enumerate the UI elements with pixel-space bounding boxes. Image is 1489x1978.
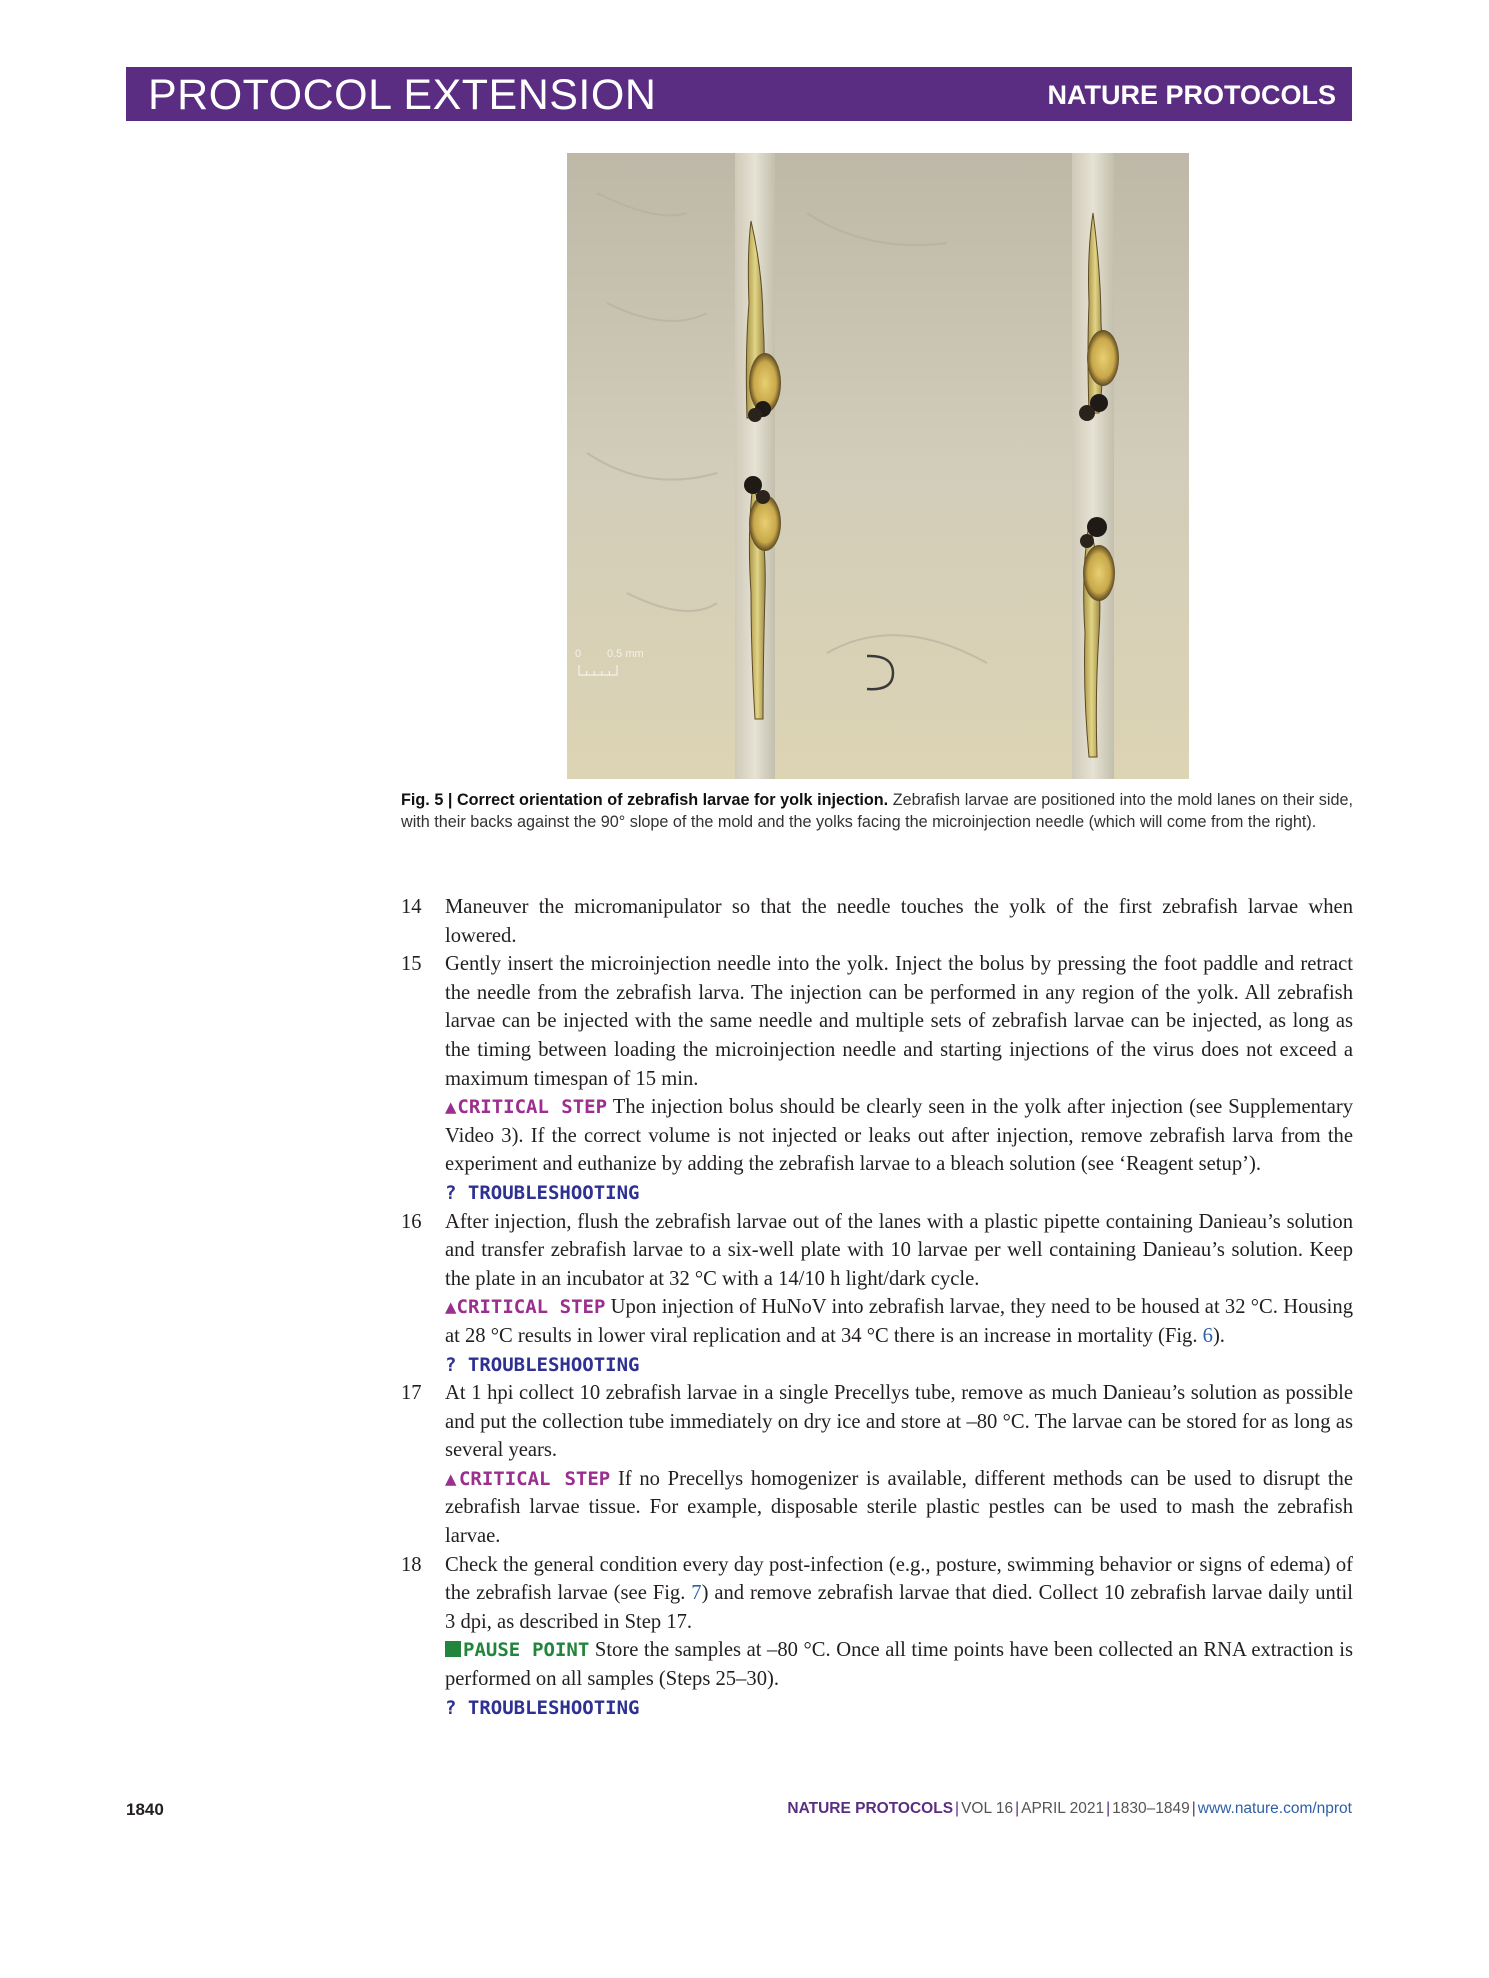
critical-step-text: The injection bolus should be clearly seen in the yolk after injection (see Supplementary Video 3). If the correct volume is not injected or leaks out after injection, remove zebrafish larva from the experiment and euthanize by adding the zebrafish larvae to a bleach solution (see ‘Reagent setup’). [445,1096,1353,1176]
header-banner [126,67,1352,121]
step-18 [401,1551,1353,1723]
footer-separator: | [1191,1800,1196,1817]
footer-separator: | [1106,1800,1111,1817]
step-number: 18 [401,1553,422,1576]
critical-step-text-end: ). [1212,1324,1225,1347]
critical-step-label: ▲CRITICAL STEP [445,1096,608,1119]
critical-step-label: ▲CRITICAL STEP [445,1467,611,1490]
footer-separator: | [955,1800,960,1817]
step-15 [401,950,1353,1207]
figure-caption [401,790,1353,833]
figure-7-link[interactable]: 7 [691,1582,702,1605]
journal-label: NATURE PROTOCOLS [1047,80,1336,110]
pause-point-note [445,1636,1353,1693]
step-number: 14 [401,896,422,918]
step-text [445,1551,1353,1637]
footer-volume: VOL 16 [961,1800,1014,1817]
journal-footer [787,1800,1352,1818]
scale-bar-label: 0.5 mm [607,648,644,660]
troubleshooting-link[interactable]: ? TROUBLESHOOTING [445,1353,640,1376]
step-text: Gently insert the microinjection needle into the yolk. Inject the bolus by pressing the foot paddle and retract the needle from the zebrafish larva. The injection can be performed in any region of the yolk. All zebrafish larvae can be injected with the same needle and multiple sets of zebrafish larvae can be injected, as long as the timing between loading the microinjection needle and starting injections of the virus does not exceed a maximum timespan of 15 min. [445,953,1353,1090]
troubleshooting-link[interactable]: ? TROUBLESHOOTING [445,1696,640,1719]
critical-step-text: Upon injection of HuNoV into zebrafish larvae, they need to be housed at 32 °C. Housing at 28 °C results in lower viral replication and at 34 °C there is an increase in mortality (Fig. [445,1296,1353,1347]
zebrafish-larvae-image [567,153,1189,779]
step-17 [401,1379,1353,1551]
footer-separator: | [1015,1800,1020,1817]
step-number: 16 [401,1210,422,1233]
footer-pages: 1830–1849 [1112,1800,1190,1817]
step-number: 17 [401,1382,422,1405]
critical-step-label: ▲CRITICAL STEP [445,1296,606,1319]
step-text-start: Check the general condition every day post-infection (e.g., posture, swimming behavior or signs of edema) of the zebrafish larvae (see Fig. [445,1553,1353,1605]
pause-square-icon [445,1641,461,1657]
critical-step-note [445,1093,1353,1179]
scale-bar-zero: 0 [575,648,582,660]
section-label: PROTOCOL EXTENSION [148,71,657,119]
critical-step-note [445,1465,1353,1551]
step-text: At 1 hpi collect 10 zebrafish larvae in a single Precellys tube, remove as much Danieau’s solution as possible and put the collection tube immediately on dry ice and store at –80 °C. The larvae can be stored for as long as several years. [445,1382,1353,1462]
caption-body: Zebrafish larvae are positioned into the mold lanes on their side, with their backs against the 90° slope of the mold and the yolks facing the microinjection needle (which will come from the right). [401,791,1354,831]
step-14 [401,893,1353,950]
step-text: Maneuver the micromanipulator so that the needle touches the yolk of the first zebrafish larvae when lowered. [445,896,1353,947]
caption-head: Fig. 5 | Correct orientation of zebrafish larvae for yolk injection. [401,791,889,809]
step-number: 15 [401,953,422,976]
pause-point-text: Store the samples at –80 °C. Once all time points have been collected an RNA extraction is performed on all samples (Steps 25–30). [445,1639,1353,1691]
step-16 [401,1208,1353,1380]
critical-step-note [445,1293,1353,1350]
figure-photo [567,153,1189,779]
critical-step-text: If no Precellys homogenizer is available, different methods can be used to disrupt the zebrafish larvae tissue. For example, disposable sterile plastic pestles can be used to mash the zebrafish larvae. [445,1467,1353,1548]
footer-date: APRIL 2021 [1021,1800,1105,1817]
procedure-steps [401,893,1353,1722]
troubleshooting-link[interactable]: ? TROUBLESHOOTING [445,1181,640,1204]
step-text: After injection, flush the zebrafish larvae out of the lanes with a plastic pipette containing Danieau’s solution and transfer zebrafish larvae to a six-well plate with 10 larvae per well containing Danieau’s solution. Keep the plate in an incubator at 32 °C with a 14/10 h light/dark cycle. [445,1210,1353,1290]
step-text-end: ) and remove zebrafish larvae that died. Collect 10 zebrafish larvae daily until 3 dpi, as described in Step 17. [445,1582,1353,1633]
figure-6-link[interactable]: 6 [1202,1324,1213,1347]
pause-point-label: PAUSE POINT [463,1639,590,1662]
footer-journal-name: NATURE PROTOCOLS [787,1800,954,1817]
footer-url-link[interactable]: www.nature.com/nprot [1197,1800,1352,1817]
page-number: 1840 [126,1800,164,1819]
